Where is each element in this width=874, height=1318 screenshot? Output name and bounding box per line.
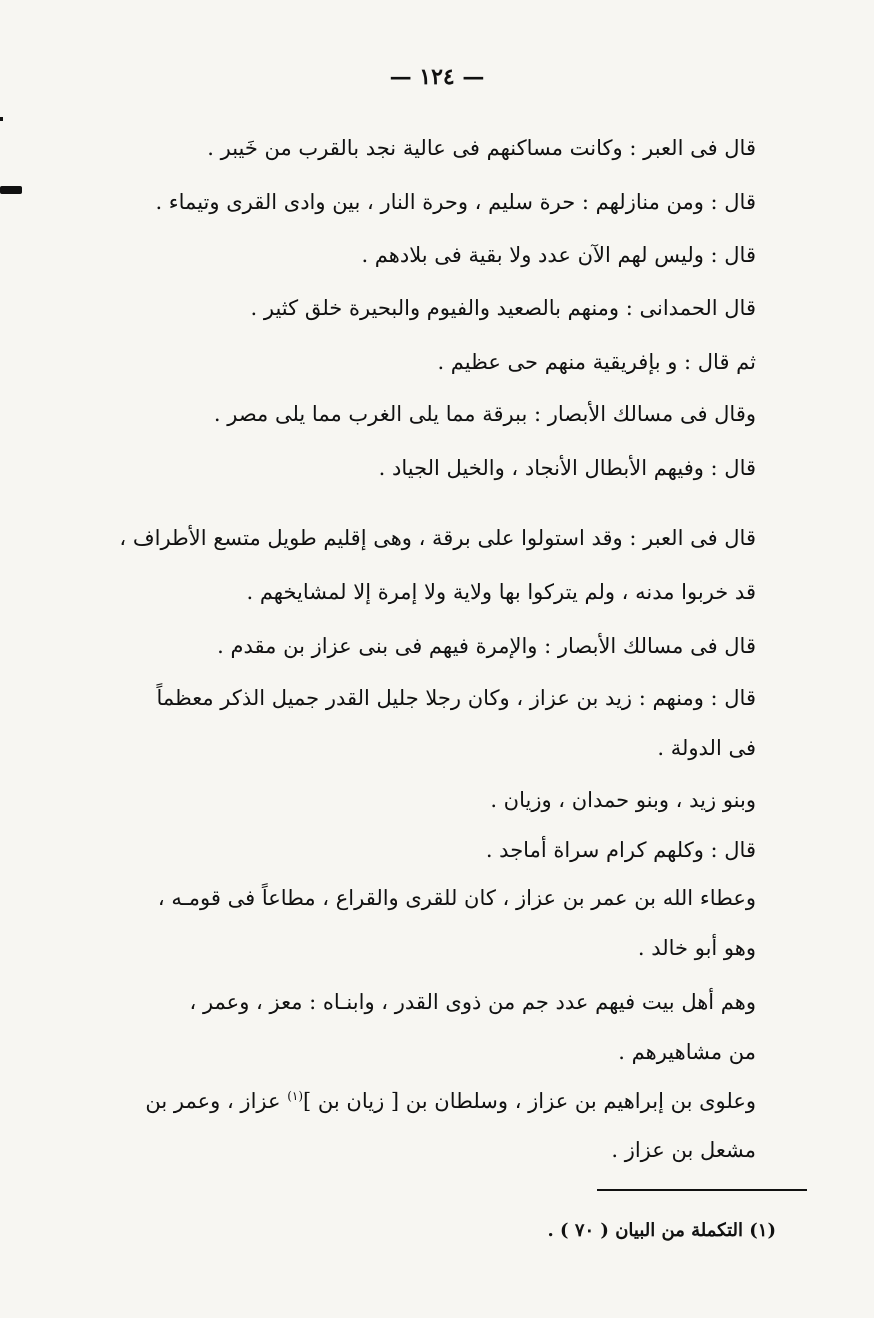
text-line: من مشاهيرهم . [618, 1040, 756, 1064]
text-line: قال فى مسالك الأبصار : والإمرة فيهم فى بنى عزاز بن مقدم . [217, 634, 756, 658]
text-line: قال فى العبر : وكانت مساكنهم فى عالية نجد بالقرب من خَيبر . [207, 136, 756, 160]
text-line: قال الحمدانى : ومنهم بالصعيد والفيوم والبحيرة خلق كثير . [250, 296, 756, 320]
text-line: فى الدولة . [657, 736, 756, 760]
footnote-marker: (١) [287, 1089, 304, 1103]
text-line: قال فى العبر : وقد استولوا على برقة ، وهى إقليم طويل متسع الأطراف ، [119, 526, 756, 550]
text-line [145, 1090, 756, 1112]
footnote-divider [597, 1189, 807, 1191]
text-line: ثم قال : و بإفريقية منهم حى عظيم . [437, 350, 756, 374]
text-line: قد خربوا مدنه ، ولم يتركوا بها ولاية ولا إمرة إلا لمشايخهم . [246, 580, 756, 604]
page-number: — ١٢٤ — [389, 64, 485, 90]
margin-mark [0, 186, 22, 194]
text-line: قال : وكلهم كرام سراة أماجد . [485, 838, 756, 862]
text-line-tail: عزاز ، وعمر بن [145, 1089, 281, 1113]
text-line-head: وعلوى بن إبراهيم بن عزاز ، وسلطان بن [ زيان بن ] [303, 1089, 756, 1113]
text-line: قال : وفيهم الأبطال الأنجاد ، والخيل الجياد . [378, 456, 756, 480]
text-line: مشعل بن عزاز . [611, 1138, 756, 1162]
text-line: وهو أبو خالد . [637, 936, 756, 960]
text-line: وبنو زيد ، وبنو حمدان ، وزيان . [490, 788, 756, 812]
text-line: وهم أهل بيت فيهم عدد جم من ذوى القدر ، وابنـاه : معز ، وعمر ، [189, 990, 756, 1014]
margin-mark-dot [0, 117, 3, 121]
text-line: قال : ومن منازلهم : حرة سليم ، وحرة النار ، بين وادى القرى وتيماء . [155, 190, 756, 214]
footnote: (١) التكملة من البيان ( ٧٠ ) . [547, 1220, 776, 1241]
text-line: وقال فى مسالك الأبصار : ببرقة مما يلى الغرب مما يلى مصر . [213, 402, 756, 426]
text-line: وعطاء الله بن عمر بن عزاز ، كان للقرى والقراع ، مطاعاً فى قومـه ، [157, 886, 756, 910]
text-line: قال : وليس لهم الآن عدد ولا بقية فى بلادهم . [361, 243, 756, 267]
text-line: قال : ومنهم : زيد بن عزاز ، وكان رجلا جليل القدر جميل الذكر معظماً [156, 686, 756, 710]
